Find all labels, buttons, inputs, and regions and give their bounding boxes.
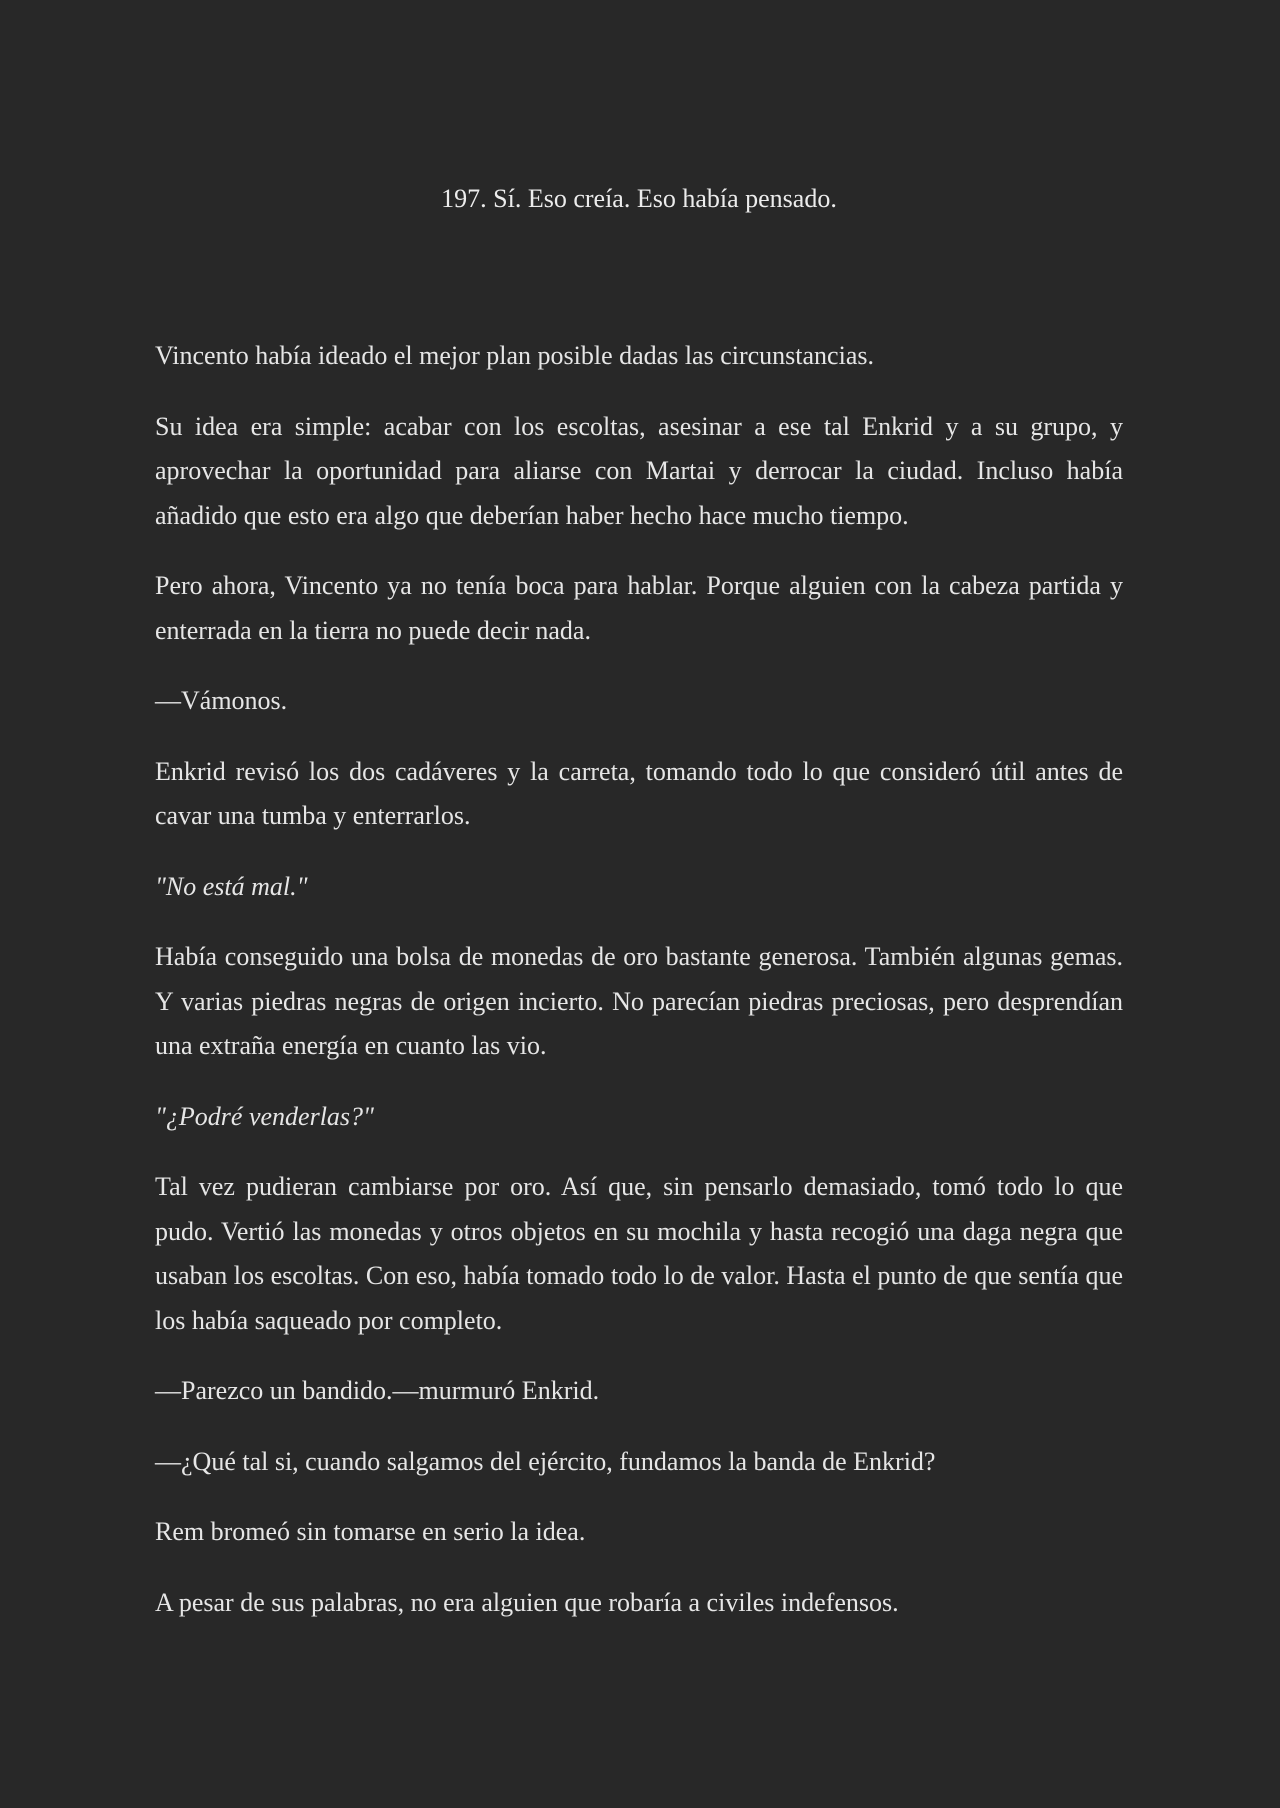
- paragraph: A pesar de sus palabras, no era alguien que robaría a civiles indefensos.: [155, 1587, 899, 1617]
- paragraph: Pero ahora, Vincento ya no tenía boca para hablar. Porque alguien con la cabeza partida y enterrada en la tierra no puede decir nada.: [155, 571, 1123, 645]
- paragraph: Vincento había ideado el mejor plan posible dadas las circunstancias.: [155, 341, 874, 370]
- dialogue-line: —Parezco un bandido.—murmuró Enkrid.: [155, 1376, 600, 1405]
- inner-thought: "No está mal.": [155, 871, 308, 901]
- paragraph: Rem bromeó sin tomarse en serio la idea.: [155, 1517, 586, 1546]
- dialogue-line: —¿Qué tal si, cuando salgamos del ejército, fundamos la banda de Enkrid?: [155, 1446, 936, 1476]
- inner-thought: "¿Podré venderlas?": [155, 1101, 374, 1131]
- chapter-content: [155, 334, 1123, 1651]
- paragraph: Enkrid revisó los dos cadáveres y la carreta, tomando todo lo que consideró útil antes de cavar una tumba y enterrarlos.: [155, 756, 1123, 830]
- paragraph: Su idea era simple: acabar con los escoltas, asesinar a ese tal Enkrid y a su grupo, y aprovechar la oportunidad para aliarse con Martai y derrocar la ciudad. Incluso había añadido que esto era algo que deberían haber hecho hace mucho tiempo.: [155, 411, 1123, 530]
- paragraph: Tal vez pudieran cambiarse por oro. Así que, sin pensarlo demasiado, tomó todo lo que pudo. Vertió las monedas y otros objetos en su mochila y hasta recogió una daga negra que usaban los escoltas. Con eso, había tomado todo lo de valor. Hasta el punto de que sentía que los había saqueado por completo.: [155, 1172, 1123, 1335]
- chapter-title: 197. Sí. Eso creía. Eso había pensado.: [441, 184, 837, 213]
- dialogue-line: —Vámonos.: [155, 686, 288, 715]
- paragraph: Había conseguido una bolsa de monedas de oro bastante generosa. También algunas gemas. Y varias piedras negras de origen incierto. No parecían piedras preciosas, pero desprendían una extraña energía en cuanto las vio.: [155, 942, 1123, 1060]
